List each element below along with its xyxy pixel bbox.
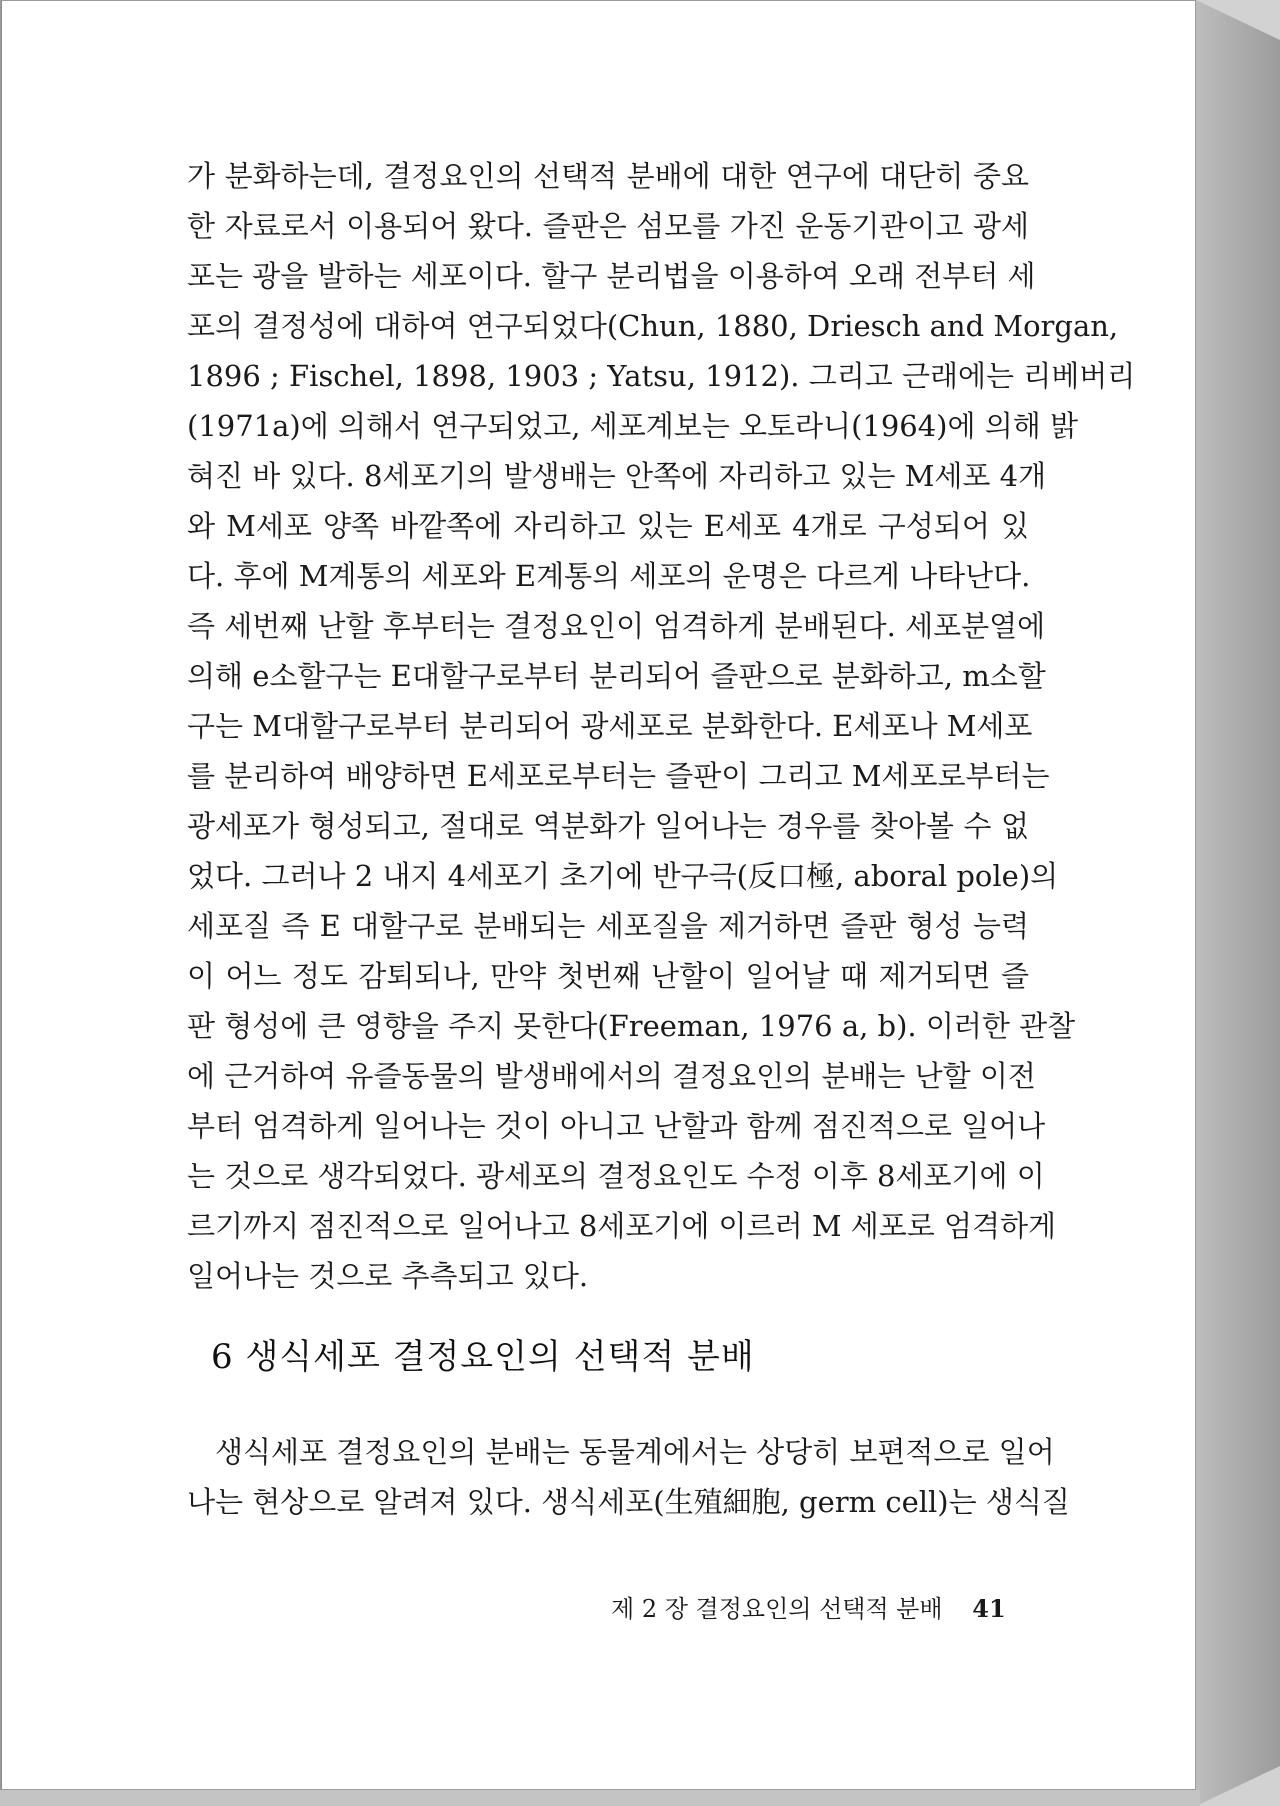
text-line: 한 자료로서 이용되어 왔다. 즐판은 섬모를 가진 운동기관이고 광세 <box>187 209 1029 243</box>
page-number: 41 <box>972 1594 1006 1623</box>
text-line: 일어나는 것으로 추측되고 있다. <box>187 1259 589 1293</box>
text-line: 즉 세번째 난할 후부터는 결정요인이 엄격하게 분배된다. 세포분열에 <box>187 609 1046 643</box>
text-line: 혀진 바 있다. 8세포기의 발생배는 안쪽에 자리하고 있는 M세포 4개 <box>187 459 1047 493</box>
paragraph-2 <box>187 1427 1070 1527</box>
book-bottom-edge <box>0 1790 1200 1806</box>
text-line: 이 어느 정도 감퇴되나, 만약 첫번째 난할이 일어날 때 제거되면 즐 <box>187 959 1029 993</box>
text-line: 1896 ; Fischel, 1898, 1903 ; Yatsu, 1912). 그리고 근래에는 리베버리 <box>187 359 1136 393</box>
text-line: 었다. 그러나 2 내지 4세포기 초기에 반구극(反口極, aboral pole)의 <box>187 859 1059 893</box>
text-line: 판 형성에 큰 영향을 주지 못한다(Freeman, 1976 a, b). 이러한 관찰 <box>187 1009 1076 1043</box>
text-line: 가 분화하는데, 결정요인의 선택적 분배에 대한 연구에 대단히 중요 <box>187 159 1029 193</box>
text-line: 에 근거하여 유즐동물의 발생배에서의 결정요인의 분배는 난할 이전 <box>187 1059 1036 1093</box>
paragraph-1 <box>187 151 1136 1301</box>
text-line: 생식세포 결정요인의 분배는 동물계에서는 상당히 보편적으로 일어 <box>215 1435 1055 1469</box>
text-line: 를 분리하여 배양하면 E세포로부터는 즐판이 그리고 M세포로부터는 <box>187 759 1050 793</box>
text-line: 르기까지 점진적으로 일어나고 8세포기에 이르러 M 세포로 엄격하게 <box>187 1209 1057 1243</box>
text-line: 부터 엄격하게 일어나는 것이 아니고 난할과 함께 점진적으로 일어나 <box>187 1109 1046 1143</box>
text-line: 세포질 즉 E 대할구로 분배되는 세포질을 제거하면 즐판 형성 능력 <box>187 909 1029 943</box>
text-line: (1971a)에 의해서 연구되었고, 세포계보는 오토라니(1964)에 의해 밝 <box>187 409 1078 443</box>
text-line: 포는 광을 발하는 세포이다. 할구 분리법을 이용하여 오래 전부터 세 <box>187 259 1036 293</box>
book-page-edge <box>1196 0 1280 1806</box>
text-line: 의해 e소할구는 E대할구로부터 분리되어 즐판으로 분화하고, m소할 <box>187 659 1046 693</box>
running-footer-chapter: 제 2 장 결정요인의 선택적 분배 <box>611 1595 943 1623</box>
text-line: 포의 결정성에 대하여 연구되었다(Chun, 1880, Driesch and Morgan, <box>187 309 1119 343</box>
text-line: 광세포가 형성되고, 절대로 역분화가 일어나는 경우를 찾아볼 수 없 <box>187 809 1029 843</box>
text-line: 나는 현상으로 알려져 있다. 생식세포(生殖細胞, germ cell)는 생식질 <box>187 1485 1070 1519</box>
text-line: 구는 M대할구로부터 분리되어 광세포로 분화한다. E세포나 M세포 <box>187 709 1033 743</box>
section-heading: 6 생식세포 결정요인의 선택적 분배 <box>211 1337 755 1377</box>
text-line: 는 것으로 생각되었다. 광세포의 결정요인도 수정 이후 8세포기에 이 <box>187 1159 1045 1193</box>
text-line: 다. 후에 M계통의 세포와 E계통의 세포의 운명은 다르게 나타난다. <box>187 559 1031 593</box>
text-line: 와 M세포 양쪽 바깥쪽에 자리하고 있는 E세포 4개로 구성되어 있 <box>187 509 1029 543</box>
page-footer <box>611 1589 1006 1624</box>
